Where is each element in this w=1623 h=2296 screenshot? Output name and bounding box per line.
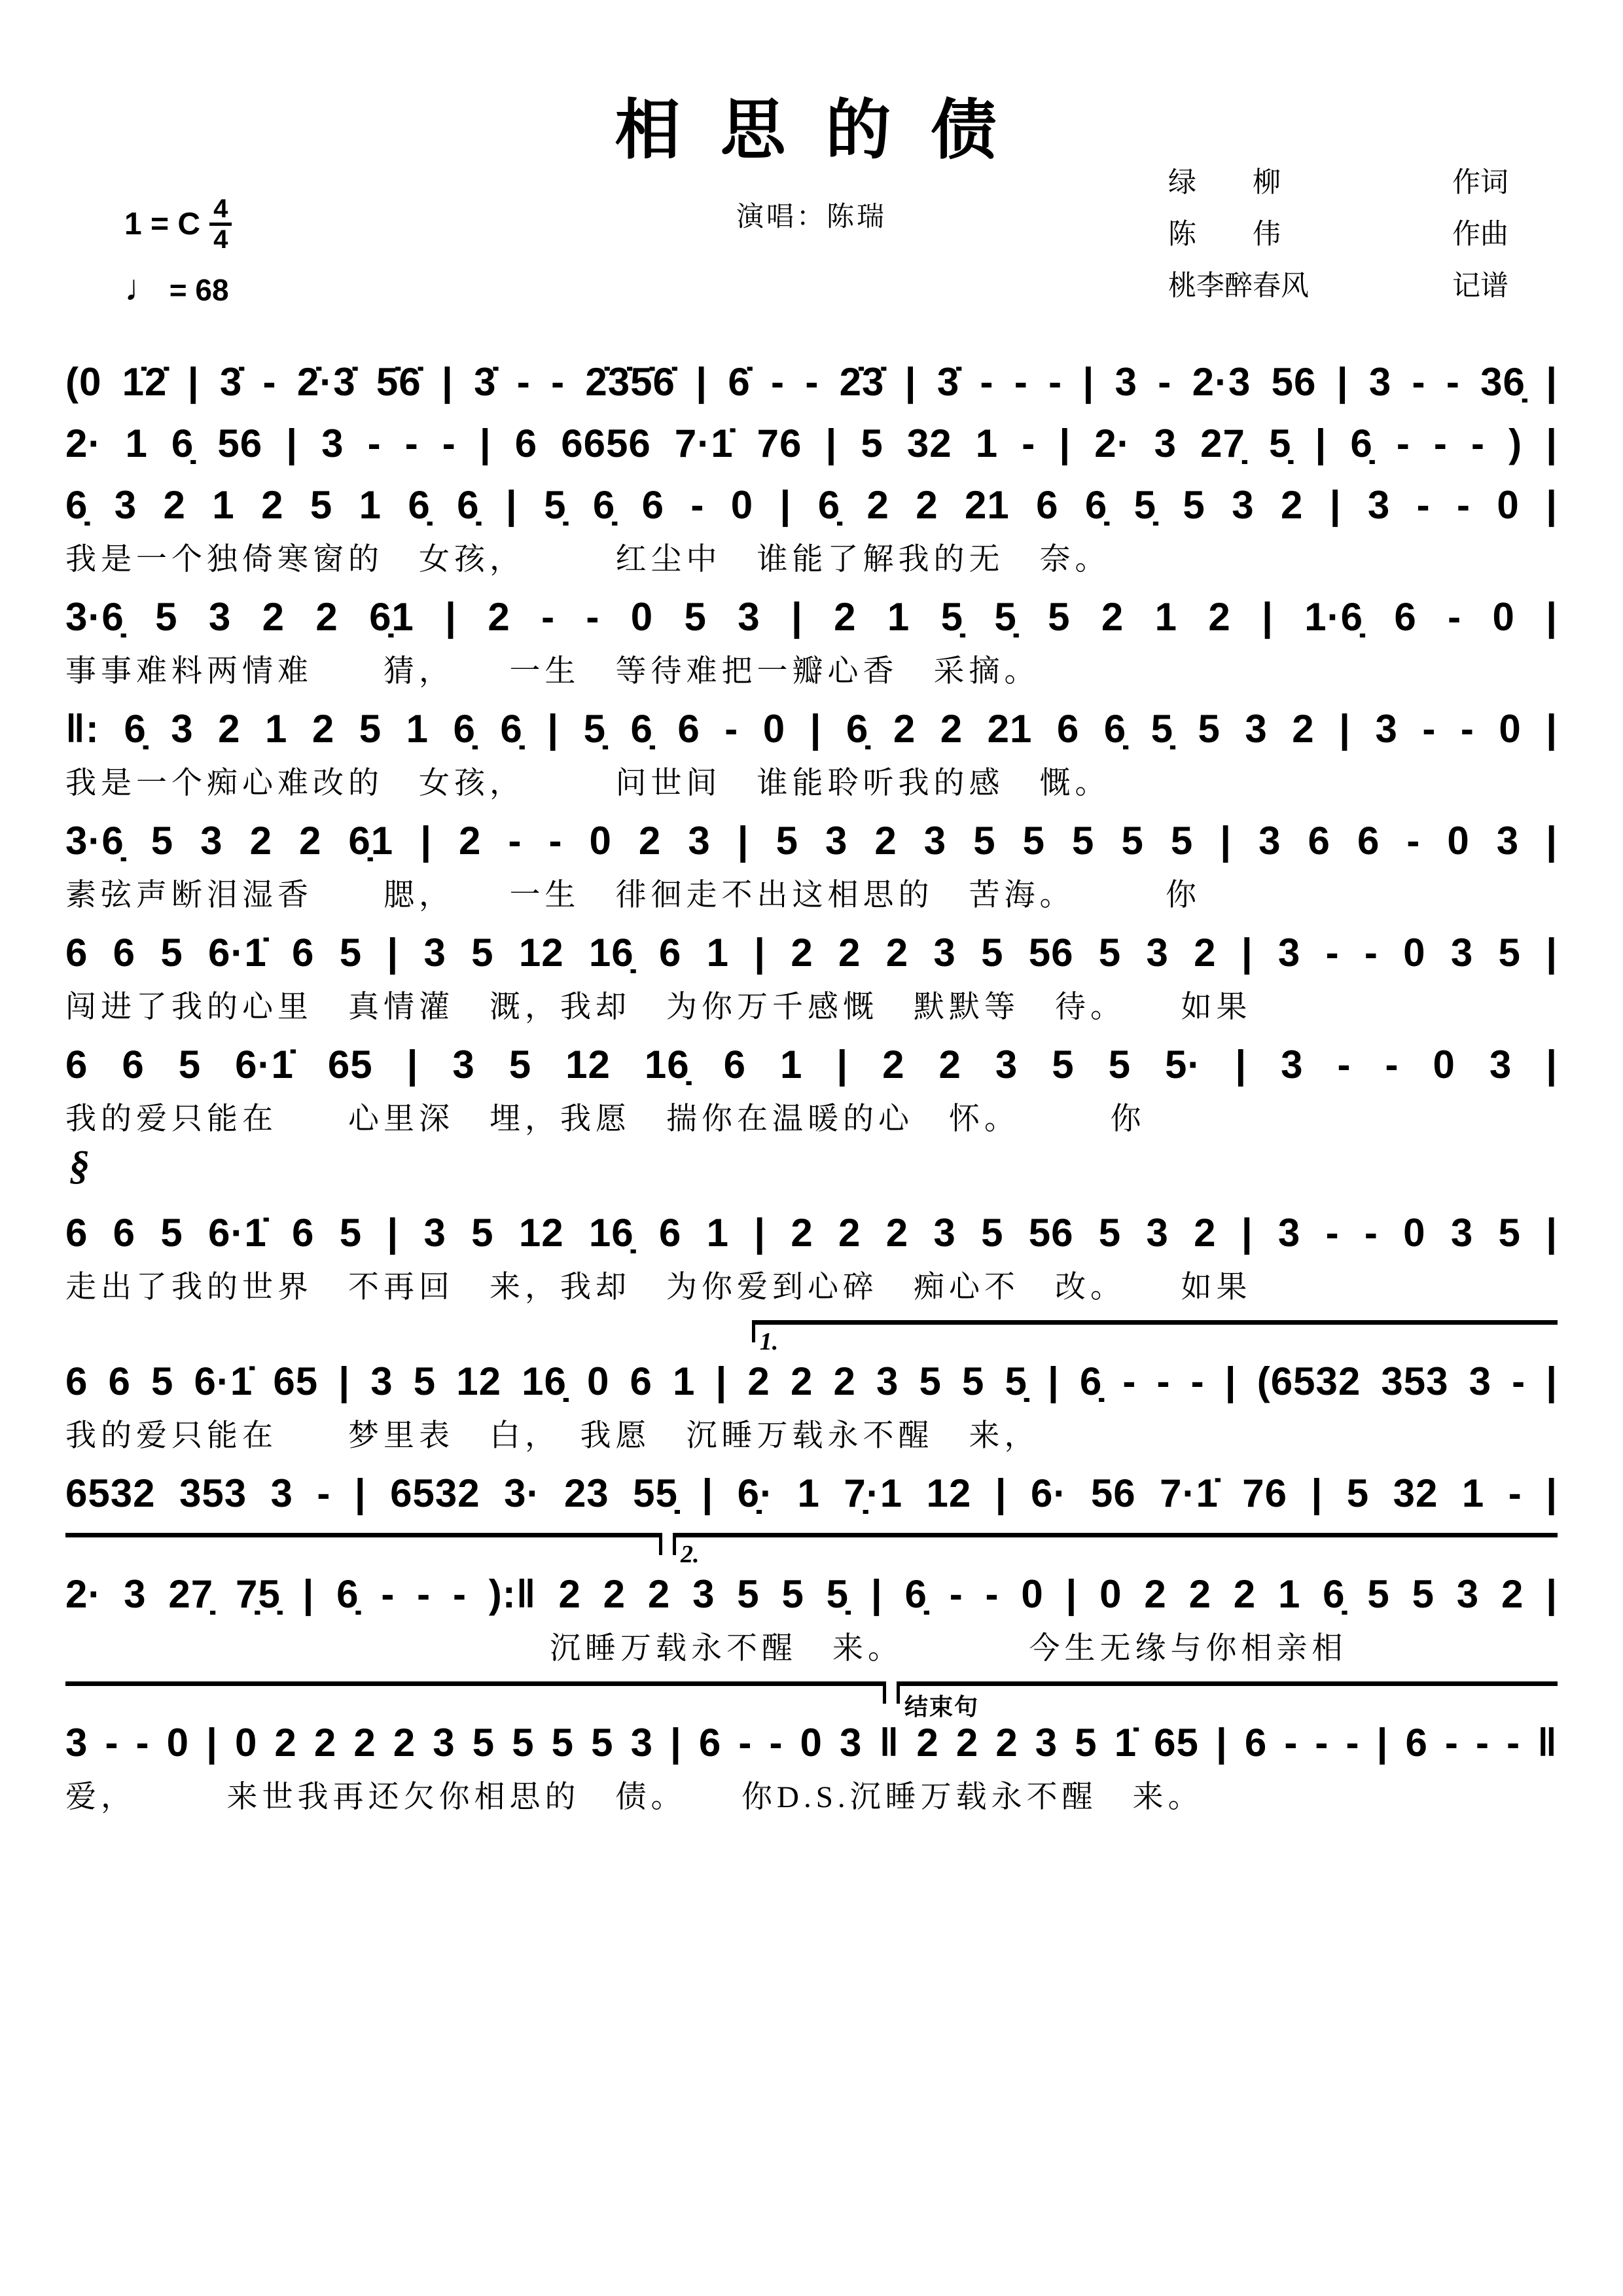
score-line-13 [65,1723,1558,1813]
lyrics-row-12: 沉睡万载永不醒 来。 今生无缘与你相亲相 [550,1632,1347,1666]
tempo-value: = 68 [169,273,229,307]
time-numerator: 4 [209,196,232,226]
score-line-11 [65,1471,1558,1515]
composer-role: 作曲 [1452,219,1508,250]
notation-row-6: 3·6̣ 5 3 2 2 6̣1 | 2 - - 0 2 3 | 5 3 2 3 5 5 5 5 5 | 3 6 6 - 0 3 | [65,819,1558,863]
sheet-header [65,0,1558,340]
notation-row-12: 2· 3 27̣ 7̣5̣ | 6̣ - - - ):‖ 2 2 2 3 5 5 5̣ | 6̣ - - 0 | 0 2 2 2 1 6̣ 5 5 3 2 | [65,1572,1558,1616]
notation-row-4: 3·6̣ 5 3 2 2 6̣1 | 2 - - 0 5 3 | 2 1 5̣ 5̣ 5 2 1 2 | 1·6̣ 6 - 0 | [65,595,1558,639]
transcriber-role: 记谱 [1452,271,1508,302]
lyricist-name: 绿 柳 [1168,168,1281,198]
score-line-3 [65,483,1558,577]
ending-row [65,1681,1558,1719]
time-denominator: 4 [213,225,228,254]
volta-1-bracket [752,1320,1558,1355]
volta-1-label: 1. [759,1328,779,1355]
score-line-2 [65,424,1558,463]
notation-row-13: 3 - - 0 | 0 2 2 2 2 3 5 5 5 5 3 | 6 - - 0 3 ‖ 2 2 2 3 5 1̇ 65 | 6 - - - | 6 - - - ‖ [65,1721,1558,1765]
ending-label: 结束句 [904,1694,979,1720]
notation-row-7: 6 6 5 6·1̇ 6 5 | 3 5 12 16̣ 6 1 | 2 2 2 3 5 56 5 3 2 | 3 - - 0 3 5 | [65,931,1558,975]
song-title: 相 思 的 债 [615,94,1008,167]
singer-line: 演唱：陈瑞 [736,202,887,232]
lyrics-row-9: 走出了我的世界 不再回 来，我却 为你爱到心碎 痴心不 改。 如果 [65,1270,1252,1304]
notation-row-11: 6532 353 3 - | 6532 3· 23 55̣ | 6̣· 1 7̣·1 12 | 6· 56 7·1̇ 76 | 5 32 1 - | [65,1471,1558,1515]
lyrics-row-5: 我是一个痴心难改的 女孩， 问世间 谁能聆听我的感 慨。 [65,766,1111,800]
score-line-5 [65,709,1558,799]
lyrics-row-13: 爱， 来世我再还欠你相思的 债。 你D.S.沉睡万载永不醒 来。 [65,1780,1204,1814]
score-line-9 [65,1213,1558,1303]
score-line-6 [65,821,1558,911]
credits-block [1168,160,1508,315]
notation-row-10: 6 6 5 6·1̇ 65 | 3 5 12 16̣ 0 6 1 | 2 2 2 3 5 5 5̣ | 6̣ - - - | (6532 353 3 - | [65,1359,1558,1403]
score-line-1 [65,360,1558,404]
score-line-4 [65,595,1558,689]
quarter-note-icon: ♩ [124,267,161,308]
lyrics-row-3: 我是一个独倚寒窗的 女孩， 红尘中 谁能了解我的无 奈。 [65,543,1111,577]
volta-1-continuation [65,1533,662,1559]
ending-bracket [897,1681,1558,1720]
notation-row-2: 2· 1 6̣ 56 | 3 - - - | 6 6656 7·1̇ 76 | 5 32 1 - | 2· 3 27̣ 5̣ | 6̣ - - - ) | [65,422,1558,465]
credit-composer [1168,212,1508,252]
time-signature [209,196,232,252]
credit-lyricist [1168,160,1508,200]
notation-row-3: 6̣ 3 2 1 2 5 1 6̣ 6̣ | 5̣ 6̣ 6 - 0 | 6̣ 2 2 21 6 6̣ 5̣ 5 3 2 | 3 - - 0 | [65,483,1558,527]
volta-2-bracket [673,1533,1558,1568]
lyrics-row-6: 素弦声断泪湿香 腮， 一生 徘徊走不出这相思的 苦海。 你 [65,878,1201,912]
notation-row-5: ‖: 6̣ 3 2 1 2 5 1 6̣ 6̣ | 5̣ 6̣ 6 - 0 | 6̣ 2 2 21 6 6̣ 5̣ 5 3 2 | 3 - - 0 | [65,707,1558,751]
key-signature [124,196,232,252]
segno-row [65,1143,1558,1191]
lyrics-row-10: 我的爱只能在 梦里表 白， 我愿 沉睡万载永不醒 来， [65,1419,1040,1453]
volta-1-row [65,1320,1558,1358]
lyrics-row-4: 事事难料两情难 猜， 一生 等待难把一瓣心香 采摘。 [65,655,1040,689]
tempo-marking [124,266,232,309]
composer-name: 陈 伟 [1168,219,1281,250]
segno-icon: § [69,1143,90,1188]
transcriber-name: 桃李醉春风 [1168,271,1309,302]
key-tempo-block [124,196,232,309]
score-line-10 [65,1359,1558,1453]
lyrics-row-7: 闯进了我的心里 真情灌 溉，我却 为你万千感慨 默默等 待。 如果 [65,990,1252,1024]
volta-2-label: 2. [680,1541,700,1568]
score-line-12 [65,1572,1558,1666]
score-line-7 [65,933,1558,1023]
notation-row-9: 6 6 5 6·1̇ 6 5 | 3 5 12 16̣ 6 1 | 2 2 2 3 5 56 5 3 2 | 3 - - 0 3 5 | [65,1211,1558,1255]
notation-row-1: (0 1̇2̇ | 3̇ - 2̇·3̇ 5̇6̇ | 3̇ - - 2̇3̇5̇6̇ | 6̇ - - 2̇3̇ | 3̇ - - - | 3 - 2·3 56 | 3 - - 36̣ | [65,360,1558,404]
credit-transcriber [1168,264,1508,304]
lyricist-role: 作词 [1452,168,1508,198]
volta-2-row [65,1533,1558,1571]
notation-row-8: 6 6 5 6·1̇ 65 | 3 5 12 16̣ 6 1 | 2 2 3 5 5 5· | 3 - - 0 3 | [65,1043,1558,1086]
lyrics-row-8: 我的爱只能在 心里深 埋，我愿 揣你在温暖的心 怀。 你 [65,1102,1146,1136]
volta-2-continuation [65,1681,886,1708]
key-label: 1 = C [124,207,201,242]
score-line-8 [65,1045,1558,1135]
